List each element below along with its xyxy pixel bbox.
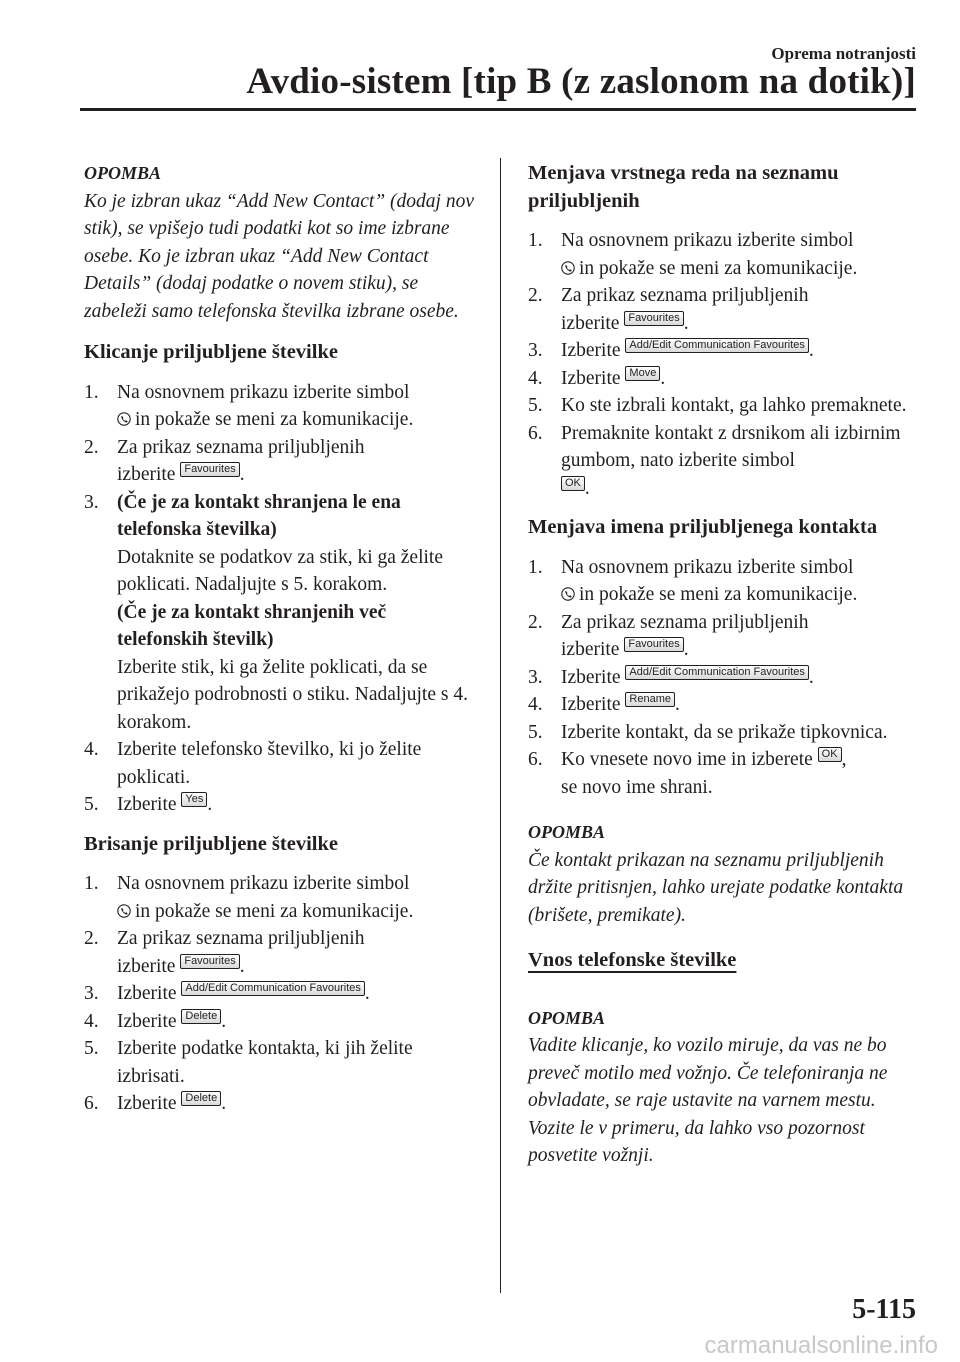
phone-icon (117, 411, 131, 427)
phone-icon (561, 260, 575, 276)
step-text: Izberite stik, ki ga želite poklicati, da se prikažejo podrobnosti o stiku. Nadaljujte s 4. korakom. (117, 656, 468, 733)
step-number: 6. (84, 1093, 99, 1114)
header-section-title: Oprema notranjosti (771, 44, 916, 63)
section-heading-reorder-favourites: Menjava vrstnega reda na seznamu priljubljenih (528, 162, 839, 212)
step-text: Na osnovnem prikazu izberite simbol (561, 230, 854, 251)
step-text: Na osnovnem prikazu izberite simbol (117, 873, 410, 894)
step-text: Ko ste izbrali kontakt, ga lahko premaknete. (561, 395, 907, 416)
left-column (84, 160, 476, 1130)
step-item: 4. Izberite Delete . (84, 1008, 476, 1036)
step-text: in pokaže se meni za komunikacije. (579, 257, 858, 279)
step-number: 5. (528, 395, 543, 416)
step-number: 2. (528, 285, 543, 306)
step-text: Za prikaz seznama priljubljenih (117, 928, 365, 949)
step-item (84, 489, 476, 737)
right-column (528, 160, 920, 1184)
step-item: 3. Izberite Add/Edit Communication Favourites . (528, 337, 920, 365)
step-text: izberite (117, 464, 176, 485)
note-text: Ko je izbran ukaz “Add New Contact” (dodaj nov stik), se vpišejo tudi podatki kot so ime izbrane osebe. Ko je izbran ukaz “Add New Contact Details” (dodaj podatke o novem stiku), se zabeleži samo telefonska številka izbrane osebe. (84, 190, 474, 322)
step-item (528, 227, 920, 282)
note-label: OPOMBA (528, 822, 606, 842)
step-number: 4. (84, 1010, 99, 1032)
step-number: 2. (528, 611, 543, 633)
step-text: Dotaknite se podatkov za stik, ki ga želite poklicati. Nadaljujte s 5. korakom. (117, 546, 443, 595)
step-item (84, 870, 476, 925)
step-text: Za prikaz seznama priljubljenih (561, 611, 809, 633)
step-number: 3. (84, 491, 99, 513)
step-text: in pokaže se meni za komunikacije. (135, 409, 414, 430)
condition-label: (Če je za kontakt shranjenih več telefonskih številk) (117, 601, 387, 650)
step-number: 3. (84, 983, 99, 1004)
phone-icon (561, 586, 575, 602)
note-label: OPOMBA (528, 1007, 606, 1028)
step-text: Izberite telefonsko številko, ki jo želite poklicati. (117, 739, 422, 788)
move-button: Move (625, 366, 660, 381)
step-text: Na osnovnem prikazu izberite simbol (117, 381, 410, 403)
condition-label: (Če je za kontakt shranjena le ena telefonska številka) (117, 491, 401, 540)
step-text: Izberite (561, 340, 621, 361)
step-number: 2. (84, 436, 99, 458)
ok-button: OK (818, 747, 842, 762)
step-text: Na osnovnem prikazu izberite simbol (561, 556, 854, 578)
step-text: Izberite kontakt, da se prikaže tipkovnica. (561, 721, 888, 743)
step-item: 3. Izberite Add/Edit Communication Favourites . (528, 664, 920, 692)
step-item (84, 1035, 476, 1090)
favourites-button: Favourites (624, 311, 683, 326)
step-text: Izberite (117, 1010, 177, 1032)
ok-button: OK (561, 476, 585, 491)
add-edit-favourites-button: Add/Edit Communication Favourites (625, 665, 808, 680)
yes-button: Yes (181, 792, 207, 807)
page-number: 5-115 (852, 1294, 916, 1325)
step-number: 5. (528, 721, 543, 743)
step-text: Ko vnesete novo ime in izberete (561, 749, 813, 770)
step-number: 1. (528, 230, 543, 251)
step-item: 2. Za prikaz seznama priljubljenih izberite Favourites . (84, 434, 476, 489)
delete-button: Delete (181, 1091, 221, 1106)
step-text: in pokaže se meni za komunikacije. (579, 584, 858, 605)
step-item (528, 554, 920, 609)
delete-button: Delete (181, 1009, 221, 1024)
add-edit-favourites-button: Add/Edit Communication Favourites (181, 981, 364, 996)
step-number: 3. (528, 340, 543, 361)
step-text: in pokaže se meni za komunikacije. (135, 900, 414, 922)
note-text: Če kontakt prikazan na seznamu priljubljenih držite pritisnjen, lahko urejate podatke kontakta (brišete, premikate). (528, 849, 904, 926)
section-heading-delete-favourite: Brisanje priljubljene številke (84, 832, 338, 855)
step-item: 2. Za prikaz seznama priljubljenih izberite Favourites . (528, 609, 920, 664)
step-item: 2. Za prikaz seznama priljubljenih izberite Favourites . (528, 282, 920, 337)
step-number: 2. (84, 928, 99, 949)
step-text: Za prikaz seznama priljubljenih (561, 285, 809, 306)
step-text: Izberite (117, 1093, 177, 1114)
note-text: Vadite klicanje, ko vozilo miruje, da vas ne bo preveč motilo med vožnjo. Če telefoniranja ne obvladate, se raje ustavite na varnem mestu. Vozite le v primeru, da lahko vso pozornost posvetite vožnji. (528, 1035, 888, 1166)
step-text: Izberite (561, 367, 621, 389)
steps-call-favourite (84, 379, 476, 819)
step-number: 6. (528, 422, 543, 444)
step-text: Izberite (561, 666, 621, 688)
step-text: izberite (117, 955, 176, 977)
step-text: Izberite (561, 694, 621, 715)
step-number: 4. (528, 694, 543, 715)
favourites-button: Favourites (180, 954, 239, 969)
step-item: 5. Izberite Yes . (84, 791, 476, 819)
step-text: izberite (561, 639, 620, 660)
step-text: Izberite (117, 983, 177, 1004)
step-text: Za prikaz seznama priljubljenih (117, 436, 365, 458)
step-text: izberite (561, 312, 620, 334)
header-rule (80, 108, 916, 111)
step-text: Izberite (117, 794, 177, 815)
step-item: 6. Premaknite kontakt z drsnikom ali izbirnim gumbom, nato izberite simbol OK . (528, 420, 920, 503)
step-item: 4. Izberite Rename . (528, 691, 920, 719)
rename-button: Rename (625, 692, 675, 707)
step-number: 5. (84, 794, 99, 815)
step-number: 6. (528, 749, 543, 770)
step-item: 3. Izberite Add/Edit Communication Favourites . (84, 980, 476, 1008)
step-number: 1. (84, 381, 99, 403)
step-number: 4. (84, 739, 99, 760)
steps-rename-favourite (528, 554, 920, 802)
step-item (84, 736, 476, 791)
step-number: 5. (84, 1038, 99, 1059)
column-divider (500, 158, 501, 1293)
step-item (528, 392, 920, 420)
note-label: OPOMBA (84, 163, 162, 183)
step-item (528, 719, 920, 747)
section-heading-rename-favourite: Menjava imena priljubljenega kontakta (528, 516, 878, 538)
steps-reorder-favourites (528, 227, 920, 502)
favourites-button: Favourites (624, 637, 683, 652)
step-item: 6. Izberite Delete . (84, 1090, 476, 1118)
step-text: Izberite podatke kontakta, ki jih želite izbrisati. (117, 1038, 413, 1087)
step-item (84, 379, 476, 434)
header-chapter-title: Avdio-sistem [tip B (z zaslonom na dotik)] (246, 61, 916, 102)
step-number: 1. (528, 556, 543, 578)
steps-delete-favourite (84, 870, 476, 1118)
step-number: 3. (528, 666, 543, 688)
step-number: 1. (84, 873, 99, 894)
step-number: 4. (528, 367, 543, 389)
add-edit-favourites-button: Add/Edit Communication Favourites (625, 338, 808, 353)
step-text: Premaknite kontakt z drsnikom ali izbirnim gumbom, nato izberite simbol (561, 422, 901, 471)
phone-icon (117, 903, 131, 919)
step-item: 6. Ko vnesete novo ime in izberete OK , se novo ime shrani. (528, 748, 847, 798)
section-heading-phone-number-input: Vnos telefonske številke (528, 949, 737, 971)
step-text: se novo ime shrani. (561, 776, 713, 798)
step-item: 2. Za prikaz seznama priljubljenih izberite Favourites . (84, 925, 476, 980)
section-heading-call-favourite: Klicanje priljubljene številke (84, 341, 338, 363)
favourites-button: Favourites (180, 462, 239, 477)
step-item: 4. Izberite Move . (528, 365, 920, 393)
watermark: carmanualsonline.info (704, 1332, 938, 1359)
